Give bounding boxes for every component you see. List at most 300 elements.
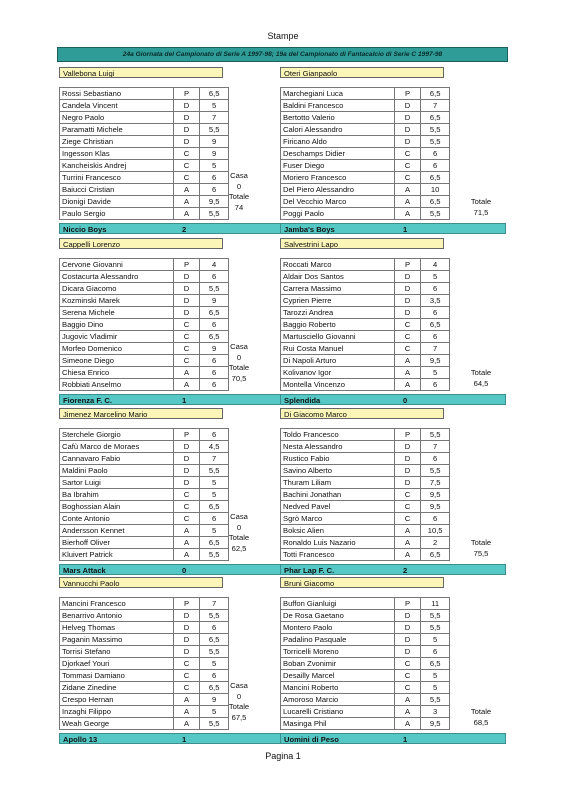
player-role: D [394,283,421,295]
player-row [281,489,450,501]
player-score: 6 [200,670,229,682]
player-row [60,88,229,100]
player-name: Totti Francesco [281,549,395,561]
page-header: Stampe [267,31,299,41]
player-role: D [173,307,200,319]
player-row [281,307,450,319]
player-score: 6,5 [200,634,229,646]
player-row [281,136,450,148]
player-role: C [173,513,200,525]
player-name: Marchegiani Luca [281,88,395,100]
player-row [281,160,450,172]
player-row [281,646,450,658]
player-row [281,172,450,184]
team-block [59,238,285,405]
player-role: D [394,271,421,283]
player-row [60,196,229,208]
player-name: Tarozzi Andrea [281,307,395,319]
player-score: 6,5 [421,112,450,124]
team-block [280,577,506,744]
player-row [60,367,229,379]
player-name: Baggio Roberto [281,319,395,331]
player-score: 5 [421,634,450,646]
player-score: 9,5 [421,489,450,501]
player-row [281,465,450,477]
player-score: 5,5 [200,283,229,295]
player-role: C [173,658,200,670]
player-name: Del Vecchio Marco [281,196,395,208]
player-score: 6 [421,646,450,658]
player-name: Del Piero Alessandro [281,184,395,196]
player-role: C [173,670,200,682]
player-score: 5,5 [421,136,450,148]
player-role: C [173,319,200,331]
player-name: Ingesson Klas [60,148,174,160]
player-role: A [394,694,421,706]
player-name: Boban Zvonimir [281,658,395,670]
player-score: 9 [200,343,229,355]
player-score: 6 [200,355,229,367]
club-goals: 0 [403,396,408,405]
player-name: Baldini Francesco [281,100,395,112]
club-goals: 1 [403,225,408,234]
casa-value: 0 [236,691,242,701]
player-role: A [173,694,200,706]
player-name: Di Napoli Arturo [281,355,395,367]
player-score: 6 [200,172,229,184]
player-role: A [173,379,200,391]
player-name: Baiucci Cristian [60,184,174,196]
player-row [60,136,229,148]
casa-value: 0 [236,352,242,362]
player-name: Rui Costa Manuel [281,343,395,355]
player-score: 6,5 [421,319,450,331]
player-role: A [394,537,421,549]
player-row [281,271,450,283]
player-role: P [394,259,421,271]
player-row [281,379,450,391]
player-row [60,465,229,477]
player-name: Sartor Luigi [60,477,174,489]
player-role: A [173,706,200,718]
player-role: A [394,718,421,730]
player-name: Kluivert Patrick [60,549,174,561]
roster-table [59,87,229,220]
player-name: Thuram Liliam [281,477,395,489]
player-name: Boghossian Alain [60,501,174,513]
player-score: 6 [421,148,450,160]
player-row [60,208,229,220]
player-name: Andersson Kennet [60,525,174,537]
roster-table [59,428,229,561]
player-role: A [394,706,421,718]
score-summary [222,512,256,554]
player-row [281,331,450,343]
player-role: C [394,658,421,670]
player-role: C [394,670,421,682]
player-score: 5,5 [421,124,450,136]
player-name: Helveg Thomas [60,622,174,634]
player-score: 6,5 [421,88,450,100]
player-name: Torrisi Stefano [60,646,174,658]
total-value: 74 [234,202,244,212]
player-score: 9 [200,148,229,160]
player-row [60,525,229,537]
total-label: Totale [228,702,250,711]
club-name: Niccio Boys [63,225,107,234]
player-name: Paganin Massimo [60,634,174,646]
player-name: Mancini Francesco [60,598,174,610]
player-role: C [173,148,200,160]
player-score: 5,5 [421,429,450,441]
player-row [281,184,450,196]
player-score: 5 [200,477,229,489]
player-name: Dicara Giacomo [60,283,174,295]
player-name: Martusciello Giovanni [281,331,395,343]
player-role: D [173,112,200,124]
coach-name: Oteri Gianpaolo [280,67,444,78]
player-row [60,513,229,525]
player-role: P [173,88,200,100]
player-score: 5 [200,489,229,501]
player-score: 5,5 [421,465,450,477]
player-role: D [394,634,421,646]
player-score: 4 [200,259,229,271]
team-block [280,238,506,405]
player-role: C [173,489,200,501]
player-row [281,634,450,646]
player-name: Deschamps Didier [281,148,395,160]
club-name: Phar Lap F. C. [284,566,335,575]
coach-name: Vallebona Luigi [59,67,223,78]
player-role: D [394,622,421,634]
player-score: 6 [200,429,229,441]
player-row [60,658,229,670]
player-name: Moriero Francesco [281,172,395,184]
player-score: 6,5 [421,549,450,561]
player-score: 5,5 [200,549,229,561]
coach-name: Bruni Giacomo [280,577,444,588]
player-row [60,634,229,646]
player-name: Ronaldo Luis Nazario [281,537,395,549]
casa-value: 0 [236,181,242,191]
player-row [60,718,229,730]
casa-label: Casa [230,681,248,690]
roster-table [280,87,450,220]
player-score: 6 [421,283,450,295]
score-summary [464,197,498,218]
player-score: 10,5 [421,525,450,537]
total-value: 62,5 [231,543,247,553]
player-row [60,112,229,124]
player-role: C [173,160,200,172]
player-row [60,160,229,172]
club-name: Uomini di Peso [284,735,339,744]
player-score: 6 [200,184,229,196]
coach-name: Vannucchi Paolo [59,577,223,588]
player-score: 6 [421,160,450,172]
player-role: A [173,525,200,537]
player-score: 5 [421,367,450,379]
player-row [60,622,229,634]
player-role: A [173,367,200,379]
player-row [60,670,229,682]
player-role: A [394,379,421,391]
team-block [59,577,285,744]
player-role: D [173,271,200,283]
player-role: P [173,429,200,441]
player-role: C [394,501,421,513]
player-role: C [394,160,421,172]
player-row [281,706,450,718]
player-score: 6 [421,307,450,319]
player-role: A [173,549,200,561]
player-role: C [394,319,421,331]
coach-name: Salvestrini Lapo [280,238,444,249]
player-name: Turrini Francesco [60,172,174,184]
club-goals: 2 [182,225,187,234]
player-row [281,610,450,622]
player-score: 6,5 [200,501,229,513]
player-row [281,124,450,136]
player-name: Maldini Paolo [60,465,174,477]
player-role: A [394,525,421,537]
player-row [60,549,229,561]
player-row [60,148,229,160]
player-score: 5 [200,706,229,718]
player-row [60,682,229,694]
player-name: Robbiati Anselmo [60,379,174,391]
player-row [60,184,229,196]
player-role: A [394,196,421,208]
player-score: 6 [421,379,450,391]
casa-label: Casa [230,342,248,351]
player-score: 7 [421,441,450,453]
player-name: Sgrò Marco [281,513,395,525]
player-name: Calori Alessandro [281,124,395,136]
player-row [60,706,229,718]
player-name: Inzaghi Filippo [60,706,174,718]
player-name: Masinga Phil [281,718,395,730]
player-name: Cannavaro Fabio [60,453,174,465]
player-row [281,208,450,220]
player-name: Roccati Marco [281,259,395,271]
player-role: C [394,489,421,501]
total-value: 68,5 [473,717,489,727]
player-score: 6,5 [200,88,229,100]
total-label: Totale [470,197,492,206]
player-score: 7 [200,453,229,465]
player-score: 5,5 [421,622,450,634]
score-summary [464,538,498,559]
player-row [60,355,229,367]
player-score: 5 [200,100,229,112]
player-row [60,477,229,489]
player-role: P [394,429,421,441]
player-row [281,525,450,537]
player-role: C [394,513,421,525]
player-row [281,477,450,489]
club-bar [280,733,506,744]
round-banner: 24a Giornata del Campionato di Serie A 1997-98; 19a del Campionato di Fantacalcio di Serie C 1997-98 [57,47,508,62]
roster-table [280,597,450,730]
player-row [60,489,229,501]
roster-table [280,258,450,391]
total-label: Totale [470,707,492,716]
player-score: 6 [421,453,450,465]
player-score: 5,5 [200,610,229,622]
player-score: 5,5 [421,694,450,706]
player-name: Lucarelli Cristiano [281,706,395,718]
team-block [59,67,285,234]
player-score: 6 [200,271,229,283]
player-name: Fuser Diego [281,160,395,172]
player-score: 5 [200,160,229,172]
player-name: Morfeo Domenico [60,343,174,355]
player-score: 6,5 [200,331,229,343]
player-role: D [394,100,421,112]
player-name: Simeone Diego [60,355,174,367]
player-name: Baggio Dino [60,319,174,331]
player-row [281,501,450,513]
player-row [281,658,450,670]
player-score: 4 [421,259,450,271]
player-row [60,271,229,283]
player-name: Buffon Gianluigi [281,598,395,610]
player-role: D [394,646,421,658]
player-row [281,622,450,634]
player-score: 7,5 [421,477,450,489]
player-name: Zidane Zinedine [60,682,174,694]
player-score: 7 [200,598,229,610]
player-name: Firicano Aldo [281,136,395,148]
player-row [60,295,229,307]
player-row [281,259,450,271]
player-score: 6 [200,367,229,379]
player-name: Poggi Paolo [281,208,395,220]
player-name: Amoroso Marcio [281,694,395,706]
team-block [280,67,506,234]
player-score: 5,5 [200,124,229,136]
player-role: D [173,295,200,307]
player-role: C [394,148,421,160]
player-name: Bertotto Valerio [281,112,395,124]
player-role: C [173,343,200,355]
club-goals: 1 [403,735,408,744]
player-row [60,429,229,441]
total-value: 70,5 [231,373,247,383]
player-role: D [173,622,200,634]
player-role: D [394,477,421,489]
club-goals: 2 [403,566,408,575]
club-bar [59,394,285,405]
player-row [60,100,229,112]
player-row [60,319,229,331]
player-score: 6,5 [421,658,450,670]
player-role: D [173,477,200,489]
player-row [60,598,229,610]
player-role: A [173,537,200,549]
player-name: Montero Paolo [281,622,395,634]
player-score: 5,5 [421,208,450,220]
club-bar [59,223,285,234]
player-row [281,343,450,355]
player-score: 6 [421,513,450,525]
player-role: P [394,598,421,610]
player-row [281,598,450,610]
player-name: Desailly Marcel [281,670,395,682]
club-name: Splendida [284,396,321,405]
player-row [281,441,450,453]
player-role: D [173,283,200,295]
player-row [60,172,229,184]
player-name: Paramatti Michele [60,124,174,136]
player-row [281,694,450,706]
score-summary [222,342,256,384]
club-bar [59,733,285,744]
player-score: 6 [200,513,229,525]
player-name: Montella Vincenzo [281,379,395,391]
player-name: Dionigi Davide [60,196,174,208]
player-name: Costacurta Alessandro [60,271,174,283]
roster-table [280,428,450,561]
player-name: Savino Alberto [281,465,395,477]
total-label: Totale [470,368,492,377]
player-score: 5 [421,271,450,283]
player-role: C [173,172,200,184]
club-name: Fiorenza F. C. [63,396,112,405]
player-row [281,88,450,100]
player-role: D [394,295,421,307]
player-role: A [394,355,421,367]
player-name: De Rosa Gaetano [281,610,395,622]
player-name: Mancini Roberto [281,682,395,694]
player-role: D [394,124,421,136]
player-score: 6 [200,319,229,331]
player-name: Candela Vincent [60,100,174,112]
player-score: 6,5 [200,307,229,319]
player-score: 4,5 [200,441,229,453]
player-name: Carrera Massimo [281,283,395,295]
club-name: Apollo 13 [63,735,98,744]
player-name: Djorkaef Youri [60,658,174,670]
player-score: 5,5 [200,646,229,658]
score-summary [222,171,256,213]
player-role: C [394,172,421,184]
player-score: 7 [421,343,450,355]
player-role: C [394,331,421,343]
player-role: C [173,682,200,694]
player-role: D [394,453,421,465]
total-label: Totale [228,363,250,372]
player-name: Torricelli Moreno [281,646,395,658]
player-row [281,718,450,730]
player-row [281,537,450,549]
player-score: 5 [200,658,229,670]
player-role: C [173,331,200,343]
player-score: 7 [421,100,450,112]
player-row [281,355,450,367]
team-block [280,408,506,575]
player-role: D [173,646,200,658]
player-score: 7 [200,112,229,124]
player-name: Nesta Alessandro [281,441,395,453]
player-score: 3,5 [421,295,450,307]
player-score: 9 [200,136,229,148]
player-row [60,379,229,391]
player-score: 11 [421,598,450,610]
player-row [281,283,450,295]
